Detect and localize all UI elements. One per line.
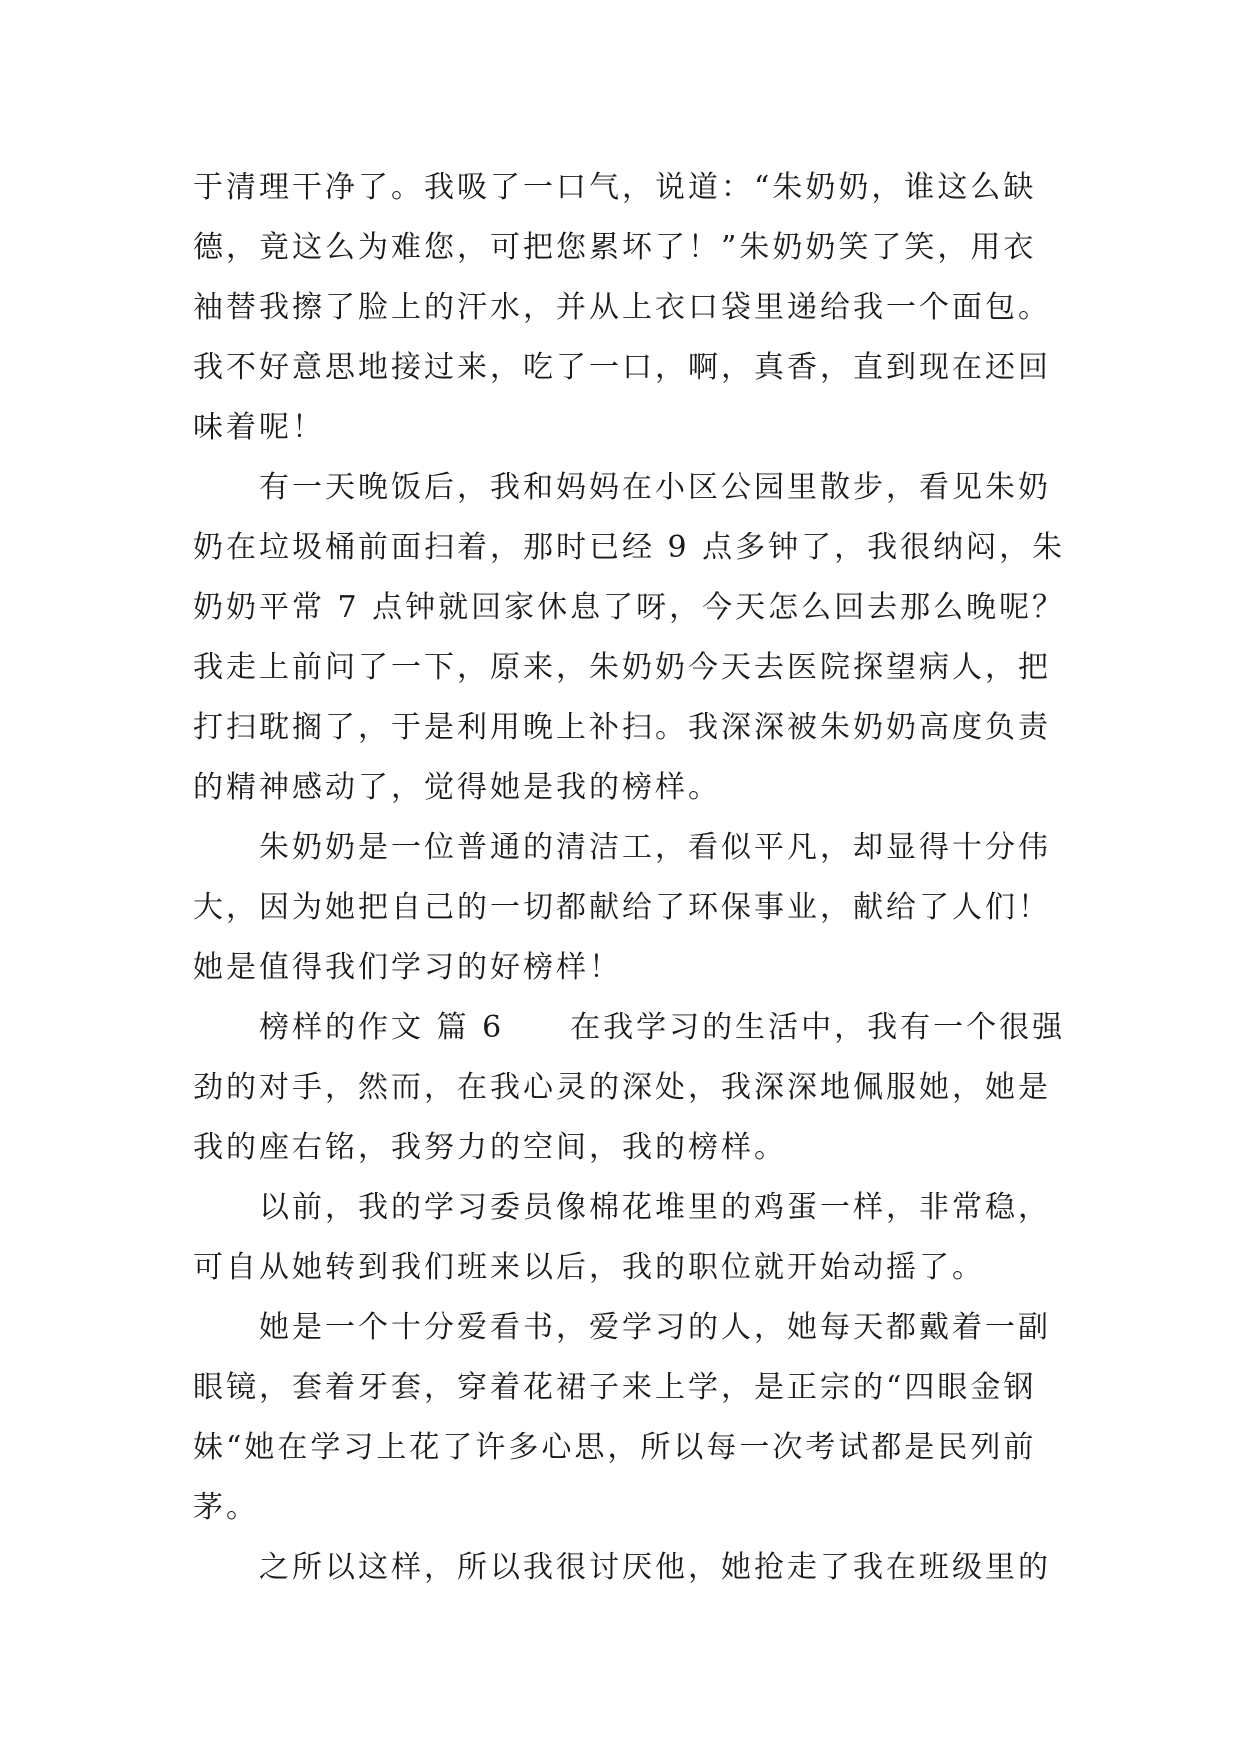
text-line: 大，因为她把自己的一切都献给了环保事业，献给了人们！ [193, 890, 1051, 925]
text-line: 劲的对手，然而，在我心灵的深处，我深深地佩服她，她是 [193, 1070, 1051, 1105]
text-line: 她是一个十分爱看书，爱学习的人，她每天都戴着一副 [193, 1310, 1051, 1345]
text-line: 奶奶平常 7 点钟就回家休息了呀，今天怎么回去那么晚呢？ [193, 590, 1066, 625]
text-line: 妹“她在学习上花了许多心思，所以每一次考试都是民列前 [193, 1430, 1037, 1465]
text-line: 味着呢！ [193, 410, 325, 445]
text-line: 打扫耽搁了，于是利用晚上补扫。我深深被朱奶奶高度负责 [193, 710, 1051, 745]
text-line: 茅。 [193, 1490, 259, 1525]
text-line: 德，竟这么为难您，可把您累坏了！”朱奶奶笑了笑，用衣 [193, 230, 1037, 265]
text-line: 于清理干净了。我吸了一口气，说道：“朱奶奶，谁这么缺 [193, 170, 1037, 205]
text-line: 她是值得我们学习的好榜样！ [193, 950, 622, 985]
essay-body [193, 158, 1073, 1598]
section-heading-line: 榜样的作文 篇 6 在我学习的生活中，我有一个很强 [193, 1010, 1066, 1045]
text-line: 以前，我的学习委员像棉花堆里的鸡蛋一样，非常稳， [193, 1190, 1051, 1225]
text-line: 有一天晚饭后，我和妈妈在小区公园里散步，看见朱奶 [193, 470, 1051, 505]
text-line: 我的座右铭，我努力的空间，我的榜样。 [193, 1130, 787, 1165]
text-line: 我不好意思地接过来，吃了一口，啊，真香，直到现在还回 [193, 350, 1051, 385]
text-line: 的精神感动了，觉得她是我的榜样。 [193, 770, 721, 805]
text-line: 之所以这样，所以我很讨厌他，她抢走了我在班级里的 [193, 1550, 1051, 1585]
text-line: 袖替我擦了脸上的汗水，并从上衣口袋里递给我一个面包。 [193, 290, 1051, 325]
text-line: 我走上前问了一下，原来，朱奶奶今天去医院探望病人，把 [193, 650, 1051, 685]
text-line: 可自从她转到我们班来以后，我的职位就开始动摇了。 [193, 1250, 985, 1285]
text-line: 奶在垃圾桶前面扫着，那时已经 9 点多钟了，我很纳闷，朱 [193, 530, 1066, 565]
text-line: 眼镜，套着牙套，穿着花裙子来上学，是正宗的“四眼金钢 [193, 1370, 1037, 1405]
text-line: 朱奶奶是一位普通的清洁工，看似平凡，却显得十分伟 [193, 830, 1051, 865]
